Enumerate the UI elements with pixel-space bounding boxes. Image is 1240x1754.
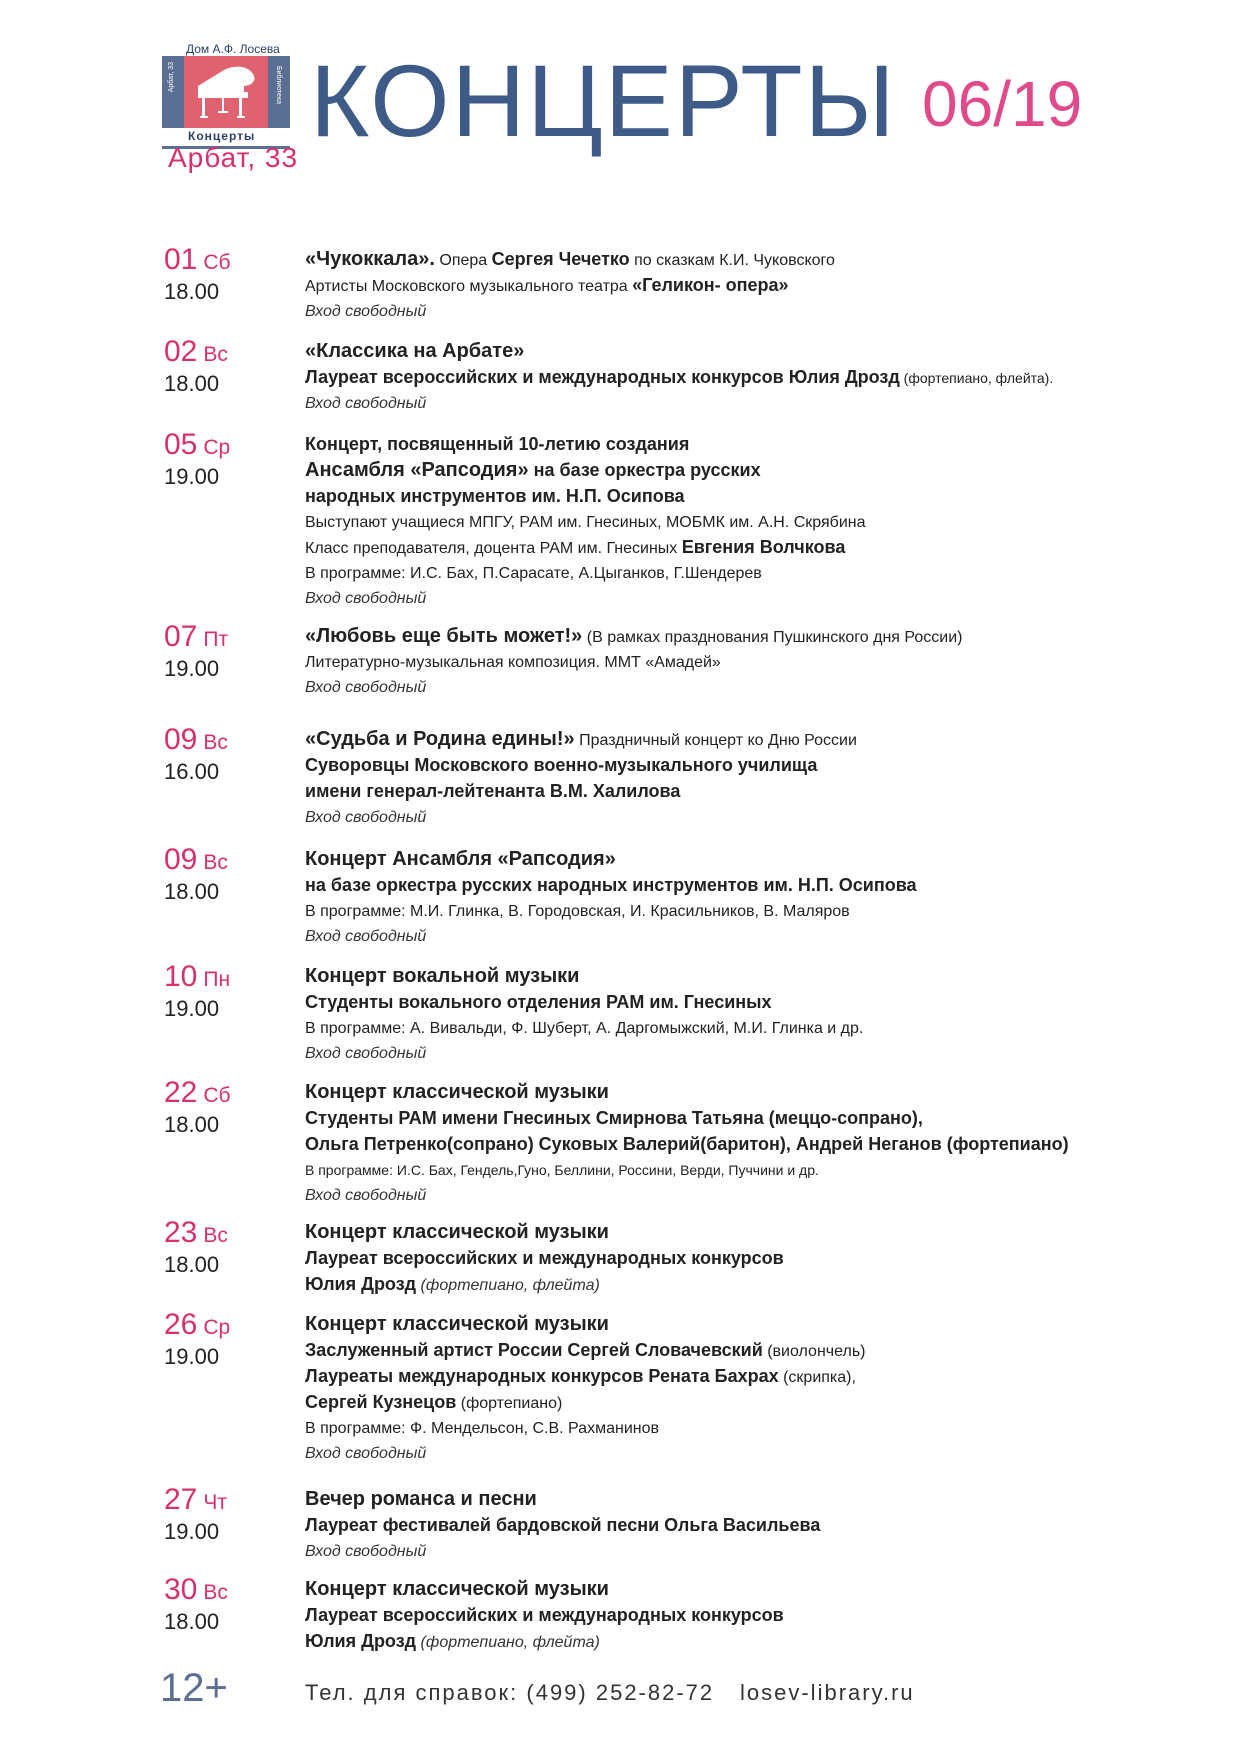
event-text: на базе оркестра русских народных инструментов им. Н.П. Осипова — [305, 875, 917, 895]
free-entry-label: Вход свободный — [305, 590, 427, 607]
event-text: (виолончель) — [762, 1343, 866, 1360]
event-performer: Лауреат всероссийских и международных конкурсов Юлия Дрозд — [305, 367, 900, 387]
event-text: народных инструментов им. Н.П. Осипова — [305, 486, 685, 506]
logo — [162, 38, 297, 156]
event-weekday: Ср — [203, 1316, 231, 1339]
event-title-line — [305, 624, 1205, 650]
event-date — [164, 962, 230, 992]
event-day: 05 — [164, 428, 198, 461]
event-body — [305, 1577, 1205, 1655]
event-day: 10 — [164, 960, 198, 993]
event-time: 18.00 — [164, 371, 220, 396]
event-day: 22 — [164, 1076, 198, 1109]
event-entry — [305, 924, 1205, 949]
event-date — [164, 337, 228, 367]
event-title: Концерт классической музыки — [305, 1578, 609, 1600]
free-entry-label: Вход свободный — [305, 1543, 427, 1560]
logo-box — [162, 56, 290, 156]
event-day: 30 — [164, 1573, 198, 1606]
event-weekday: Ср — [203, 436, 231, 459]
event-weekday: Вс — [203, 1581, 228, 1604]
free-entry-label: Вход свободный — [305, 1187, 427, 1204]
event-performer: Юлия Дрозд — [305, 1274, 417, 1294]
logo-square — [184, 56, 268, 128]
event-weekday: Пт — [203, 628, 229, 651]
event-line — [305, 1390, 1205, 1416]
event-date — [164, 1485, 227, 1515]
event-title-line — [305, 339, 1205, 365]
event-date — [164, 1575, 228, 1605]
event-body — [305, 847, 1205, 949]
event-line — [305, 753, 1205, 779]
event-performer: Ольга Петренко(сопрано) Суковых Валерий(баритон), Андрей Неганов (фортепиано) — [305, 1134, 1069, 1154]
event-body — [305, 1487, 1205, 1564]
event-title: «Судьба и Родина едины!» — [305, 728, 575, 750]
event-time: 19.00 — [164, 1344, 220, 1369]
event-day: 02 — [164, 335, 198, 368]
event-body — [305, 624, 1205, 700]
event-performers: Выступают учащиеся МПГУ, РАМ им. Гнесиных, МОБМК им. А.Н. Скрябина — [305, 514, 866, 531]
event-entry — [305, 391, 1205, 416]
event-program — [305, 561, 1205, 586]
event-date — [164, 1218, 228, 1248]
event-performer: Студенты РАМ имени Гнесиных Смирнова Татьяна (меццо-сопрано), — [305, 1108, 923, 1128]
event-day: 27 — [164, 1483, 198, 1516]
event-performer: Лауреат всероссийских и международных конкурсов — [305, 1248, 784, 1268]
event-text: по сказкам К.И. Чуковского — [629, 252, 835, 269]
event-title-line — [305, 1080, 1205, 1106]
event-entry — [305, 805, 1205, 830]
event-line — [305, 484, 1205, 510]
event-program-text: В программе: Ф. Мендельсон, С.В. Рахманинов — [305, 1420, 659, 1437]
event-text: (фортепиано, флейта). — [899, 370, 1054, 386]
event-line — [305, 779, 1205, 805]
event-day: 09 — [164, 843, 198, 876]
month-label: 06/19 — [922, 68, 1083, 140]
event-line — [305, 1246, 1205, 1272]
event-line — [305, 1272, 1205, 1298]
event-title-line — [305, 458, 1205, 484]
event-line — [305, 990, 1205, 1016]
logo-top-text: Дом А.Ф. Лосева — [186, 42, 280, 56]
event-teacher: Евгения Волчкова — [681, 537, 846, 557]
event-title-line — [305, 247, 1205, 273]
event-time: 19.00 — [164, 656, 220, 681]
event-title-line — [305, 1220, 1205, 1246]
event-composer: Сергея Чечетко — [491, 249, 630, 269]
event-date — [164, 725, 228, 755]
logo-band-text: Концерты — [188, 129, 256, 143]
event-line — [305, 273, 1205, 299]
event-date — [164, 622, 228, 652]
free-entry-label: Вход свободный — [305, 809, 427, 826]
event-text: (фортепиано, флейта) — [416, 1277, 600, 1294]
event-time: 18.00 — [164, 279, 220, 304]
free-entry-label: Вход свободный — [305, 1445, 427, 1462]
event-weekday: Сб — [203, 251, 231, 274]
event-program-text: В программе: И.С. Бах, П.Сарасате, А.Цыганков, Г.Шендерев — [305, 565, 762, 582]
event-time: 18.00 — [164, 879, 220, 904]
event-title-line — [305, 847, 1205, 873]
event-time: 16.00 — [164, 759, 220, 784]
event-title: Вечер романса и песни — [305, 1488, 537, 1510]
event-performer: Лауреаты международных конкурсов Рената Бахрах — [305, 1366, 779, 1386]
event-body — [305, 727, 1205, 830]
event-weekday: Сб — [203, 1084, 231, 1107]
event-weekday: Чт — [203, 1491, 227, 1514]
event-weekday: Вс — [203, 343, 228, 366]
event-body — [305, 1080, 1205, 1208]
event-date — [164, 430, 230, 460]
phone-info: Тел. для справок: (499) 252-82-72 — [305, 1680, 715, 1705]
event-title: «Классика на Арбате» — [305, 340, 525, 362]
event-program-text: В программе: М.И. Глинка, В. Городовская, И. Красильников, В. Маляров — [305, 903, 850, 920]
event-entry — [305, 299, 1205, 324]
event-program — [305, 1416, 1205, 1441]
event-day: 07 — [164, 620, 198, 653]
event-title: Концерт классической музыки — [305, 1221, 609, 1243]
event-weekday: Вс — [203, 1224, 228, 1247]
event-body — [305, 339, 1205, 416]
event-body — [305, 432, 1205, 611]
event-line — [305, 510, 1205, 535]
event-line — [305, 432, 1205, 458]
free-entry-label: Вход свободный — [305, 679, 427, 696]
event-performer: Лауреат фестивалей бардовской песни Ольга Васильева — [305, 1515, 821, 1535]
event-day: 01 — [164, 243, 198, 276]
event-performer: Суворовцы Московского военно-музыкального училища — [305, 755, 818, 775]
event-day: 23 — [164, 1216, 198, 1249]
free-entry-label: Вход свободный — [305, 395, 427, 412]
event-text: Праздничный концерт ко Дню России — [574, 732, 857, 749]
event-text: (фортепиано) — [456, 1395, 563, 1412]
event-body — [305, 1220, 1205, 1298]
grand-piano-icon — [184, 56, 268, 128]
event-text: Опера — [434, 252, 492, 269]
event-line — [305, 873, 1205, 899]
event-title-line — [305, 727, 1205, 753]
event-time: 18.00 — [164, 1112, 220, 1137]
event-performer: Лауреат всероссийских и международных конкурсов — [305, 1605, 784, 1625]
event-title-line — [305, 1577, 1205, 1603]
event-performer: Заслуженный артист России Сергей Словачевский — [305, 1340, 763, 1360]
event-title: «Чукоккала». — [305, 248, 435, 270]
event-text: (В рамках празднования Пушкинского дня России) — [582, 629, 963, 646]
event-program — [305, 1016, 1205, 1041]
event-title: Концерт Ансамбля «Рапсодия» — [305, 848, 616, 870]
event-entry — [305, 675, 1205, 700]
event-date — [164, 845, 228, 875]
event-time: 18.00 — [164, 1609, 220, 1634]
event-line — [305, 1132, 1205, 1158]
event-entry — [305, 1539, 1205, 1564]
event-performer: Студенты вокального отделения РАМ им. Гнесиных — [305, 992, 772, 1012]
event-line — [305, 1364, 1205, 1390]
event-program — [305, 1158, 1205, 1183]
event-text: (фортепиано, флейта) — [416, 1634, 600, 1651]
event-subtitle: Концерт, посвященный 10-летию создания — [305, 434, 690, 454]
event-title-line — [305, 1312, 1205, 1338]
event-text: на базе оркестра русских — [528, 460, 761, 480]
event-time: 19.00 — [164, 996, 220, 1021]
event-text: Артисты Московского музыкального театра — [305, 278, 633, 295]
event-performer: Сергей Кузнецов — [305, 1392, 457, 1412]
event-title: «Любовь еще быть может!» — [305, 625, 583, 647]
event-program-text: В программе: А. Вивальди, Ф. Шуберт, А. Даргомыжский, М.И. Глинка и др. — [305, 1020, 864, 1037]
event-time: 19.00 — [164, 464, 220, 489]
event-weekday: Вс — [203, 851, 228, 874]
event-title: Концерт классической музыки — [305, 1081, 609, 1103]
event-line — [305, 1513, 1205, 1539]
event-title: Концерт классической музыки — [305, 1313, 609, 1335]
event-weekday: Вс — [203, 731, 228, 754]
event-body — [305, 964, 1205, 1066]
event-performer: имени генерал-лейтенанта В.М. Халилова — [305, 781, 681, 801]
logo-vertical-address: Арбат, 33 — [168, 62, 175, 93]
age-rating: 12+ — [160, 1666, 228, 1710]
event-text: Литературно-музыкальная композиция. ММТ «Амадей» — [305, 654, 721, 671]
event-entry — [305, 1041, 1205, 1066]
event-time: 18.00 — [164, 1252, 220, 1277]
event-performer: Юлия Дрозд — [305, 1631, 417, 1651]
event-entry — [305, 1183, 1205, 1208]
event-program-text: В программе: И.С. Бах, Гендель,Гуно, Беллини, Россини, Верди, Пуччини и др. — [305, 1162, 819, 1178]
page-title: КОНЦЕРТЫ — [310, 44, 897, 158]
event-day: 09 — [164, 723, 198, 756]
free-entry-label: Вход свободный — [305, 928, 427, 945]
event-text: (скрипка), — [778, 1369, 856, 1386]
event-day: 26 — [164, 1308, 198, 1341]
event-title-line — [305, 1487, 1205, 1513]
event-text: Класс преподавателя, доцента РАМ им. Гнесиных — [305, 540, 682, 557]
event-line — [305, 1338, 1205, 1364]
free-entry-label: Вход свободный — [305, 1045, 427, 1062]
event-line — [305, 365, 1205, 391]
event-date — [164, 245, 231, 275]
event-title: Концерт вокальной музыки — [305, 965, 580, 987]
event-performer: «Геликон- опера» — [632, 275, 789, 295]
event-title: Ансамбля «Рапсодия» — [305, 459, 529, 481]
event-weekday: Пн — [203, 968, 231, 991]
event-entry — [305, 586, 1205, 611]
free-entry-label: Вход свободный — [305, 303, 427, 320]
event-date — [164, 1310, 230, 1340]
event-body — [305, 1312, 1205, 1466]
logo-vertical-library: Библиотека — [275, 66, 282, 105]
logo-address: Арбат, 33 — [168, 142, 299, 173]
event-line — [305, 535, 1205, 561]
event-entry — [305, 1441, 1205, 1466]
event-date — [164, 1078, 231, 1108]
event-line — [305, 1603, 1205, 1629]
event-line — [305, 650, 1205, 675]
event-body — [305, 247, 1205, 324]
event-line — [305, 1629, 1205, 1655]
event-line — [305, 1106, 1205, 1132]
event-time: 19.00 — [164, 1519, 220, 1544]
event-title-line — [305, 964, 1205, 990]
event-program — [305, 899, 1205, 924]
website-link[interactable]: losev-library.ru — [740, 1680, 915, 1705]
